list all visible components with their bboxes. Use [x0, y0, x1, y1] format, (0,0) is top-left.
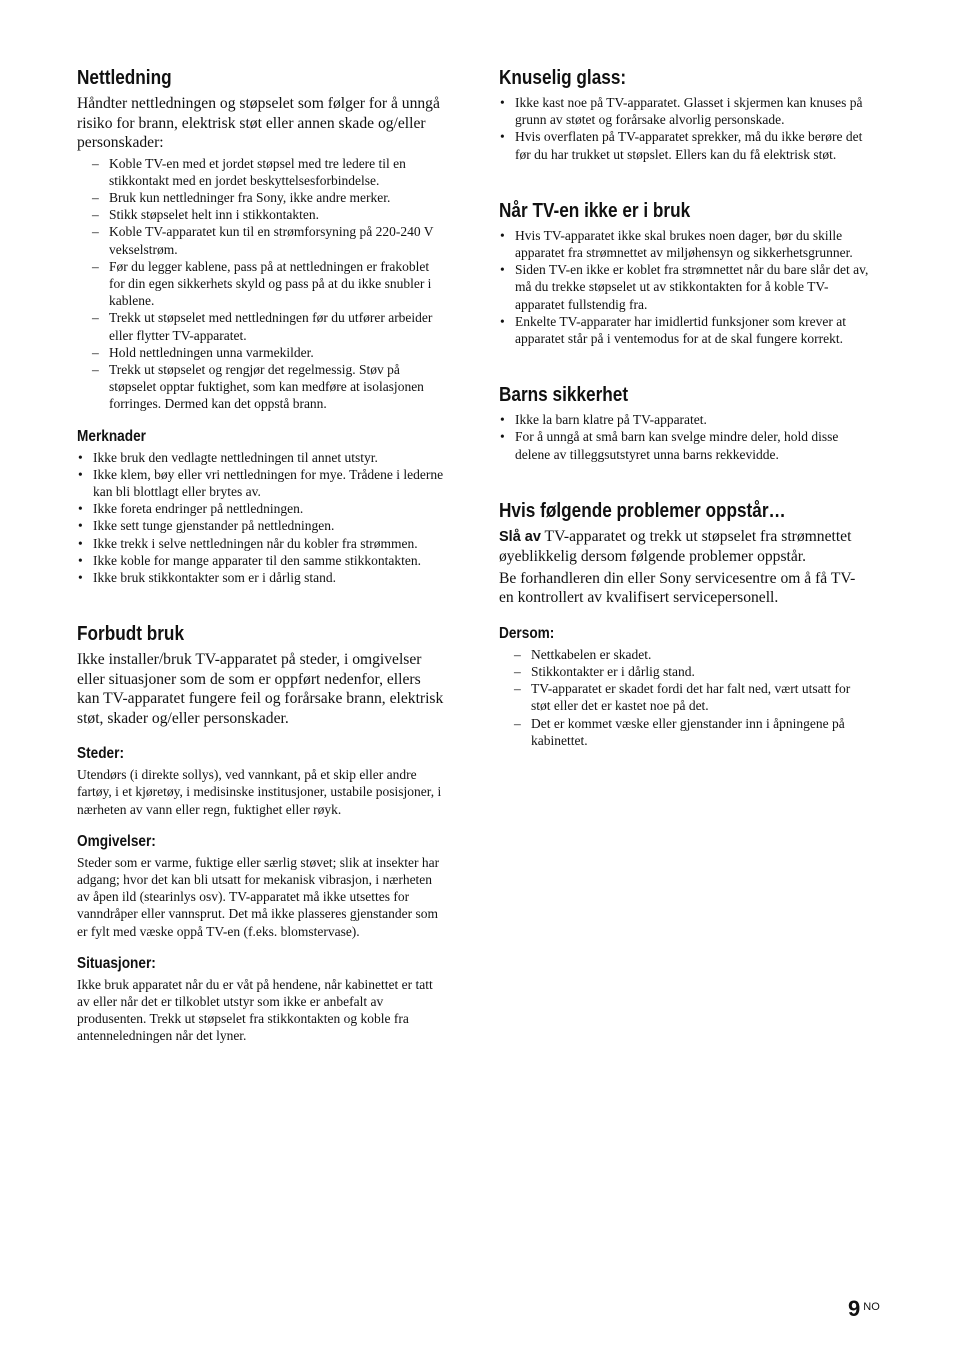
list-item: – Bruk kun nettledninger fra Sony, ikke andre merker.	[77, 189, 445, 206]
list-item: – Stikkontakter er i dårlig stand.	[499, 663, 869, 680]
nettledning-list	[77, 155, 445, 413]
problemer-intro	[499, 527, 869, 567]
omgivelser-text: Steder som er varme, fuktige eller særlig støvet; slik at insekter har adgang; hvor det kan bli utsatt for mekanisk vibrasjon, i nærheten av åpen ild (stearinlys osv). TV-apparatet må ikke utsettes for vanndråper eller vannsprut. Det må ikke plasseres gjenstander som er fylt med væske oppå TV-en (f.eks. blomstervase).	[77, 854, 440, 939]
heading-dersom: Dersom:	[499, 624, 555, 642]
list-item: – Hold nettledningen unna varmekilder.	[77, 344, 445, 361]
list-item: • Hvis overflaten på TV-apparatet sprekker, må du ikke berøre det før du har trukket ut støpslet. Ellers kan du få elektrisk støt.	[499, 128, 869, 162]
steder-text: Utendørs (i direkte sollys), ved vannkant, på et skip eller andre fartøy, i et kjøretøy, i medisinske institusjoner, ustabile posisjoner, i nærheten av vann eller regn, fuktighet eller røyk.	[77, 767, 442, 817]
section-knuselig-glass	[499, 66, 869, 163]
nettledning-intro: Håndter nettledningen og støpselet som følger for å unngå risiko for brann, elektrisk støt eller annen skade og/eller personskader:	[77, 95, 440, 151]
list-item: – Trekk ut støpselet med nettledningen før du utfører arbeider eller flytter TV-apparatet.	[77, 309, 445, 343]
page-number: 9	[848, 1296, 861, 1321]
list-item: – Det er kommet væske eller gjenstander inn i åpningene på kabinettet.	[499, 715, 869, 749]
barn-list	[499, 411, 869, 463]
merknader-list	[77, 449, 445, 587]
list-item: – Koble TV-apparatet kun til en strømforsyning på 220-240 V vekselstrøm.	[77, 223, 445, 257]
left-column	[77, 66, 445, 1045]
heading-barns-sikkerhet: Barns sikkerhet	[499, 384, 629, 407]
list-item: • Ikke bruk den vedlagte nettledningen til annet utstyr.	[77, 449, 445, 466]
list-item: • Ikke trekk i selve nettledningen når du kobler fra strømmen.	[77, 535, 445, 552]
list-item: – TV-apparatet er skadet fordi det har falt ned, vært utsatt for støt eller det er kastet noe på det.	[499, 680, 869, 714]
heading-steder: Steder:	[77, 745, 124, 763]
list-item: • Enkelte TV-apparater har imidlertid funksjoner som krever at apparatet står på i ventemodus for at de skal fungere korrekt.	[499, 313, 869, 347]
list-item: – Koble TV-en med et jordet støpsel med tre ledere til en stikkontakt med en jordet beskyttelsesforbindelse.	[77, 155, 445, 189]
list-item: • Hvis TV-apparatet ikke skal brukes noen dager, bør du skille apparatet fra strømnettet av miljøhensyn og sikkerhetsgrunner.	[499, 227, 869, 261]
problemer-intro2: Be forhandleren din eller Sony servicesentre om å få TV-en kontrollert av kvalifisert servicepersonell.	[499, 569, 856, 607]
list-item: • Ikke sett tunge gjenstander på nettledningen.	[77, 517, 445, 534]
heading-ikke-i-bruk: Når TV-en ikke er i bruk	[499, 199, 691, 222]
heading-merknader: Merknader	[77, 427, 146, 445]
list-item: • Ikke foreta endringer på nettledningen.	[77, 500, 445, 517]
heading-knuselig-glass: Knuselig glass:	[499, 67, 627, 89]
sla-av-label: Slå av	[499, 528, 541, 545]
list-item: • Ikke klem, bøy eller vri nettledningen for mye. Trådene i lederne kan bli blottlagt eller brytes av.	[77, 466, 445, 500]
list-item: • Ikke koble for mange apparater til den samme stikkontakten.	[77, 552, 445, 569]
list-item: – Stikk støpselet helt inn i stikkontakten.	[77, 206, 445, 223]
heading-forbudt-bruk: Forbudt bruk	[77, 623, 185, 646]
section-problemer	[499, 499, 869, 749]
page-footer	[848, 1296, 880, 1322]
ikke-i-bruk-list	[499, 227, 869, 347]
language-code: NO	[863, 1301, 880, 1313]
right-column	[499, 66, 869, 749]
section-nettledning	[77, 66, 445, 413]
problemer-intro-text: TV-apparatet og trekk ut støpselet fra strømnettet øyeblikkelig dersom følgende problemer oppstår.	[499, 527, 852, 566]
situasjoner-text: Ikke bruk apparatet når du er våt på hendene, når kabinettet er tatt av eller når det er tilkoblet utstyr som ikke er anbefalt av produsenten. Trekk ut støpselet fra stikkontakten og koble fra antenneledningen når det lyner.	[77, 976, 433, 1044]
list-item: – Nettkabelen er skadet.	[499, 646, 869, 663]
heading-situasjoner: Situasjoner:	[77, 954, 156, 972]
list-item: – Før du legger kablene, pass på at nettledningen er frakoblet for din egen sikkerhets skyld og pass på at du ikke snubler i kablene.	[77, 258, 445, 310]
section-barns-sikkerhet	[499, 383, 869, 463]
heading-omgivelser: Omgivelser:	[77, 832, 156, 850]
list-item: • Ikke kast noe på TV-apparatet. Glasset i skjermen kan knuses på grunn av støtet og forårsake alvorlig personskade.	[499, 94, 869, 128]
knuselig-list	[499, 94, 869, 163]
list-item: • Ikke bruk stikkontakter som er i dårlig stand.	[77, 569, 445, 586]
list-item: • Ikke la barn klatre på TV-apparatet.	[499, 411, 869, 428]
list-item: • For å unngå at små barn kan svelge mindre deler, hold disse delene av tilleggsutstyret unna barns rekkevidde.	[499, 428, 869, 462]
list-item: • Siden TV-en ikke er koblet fra strømnettet når du bare slår det av, må du trekke støpselet ut av stikkontakten for å koble TV-apparatet fullstendig fra.	[499, 261, 869, 313]
heading-nettledning: Nettledning	[77, 67, 172, 89]
section-merknader	[77, 427, 445, 587]
section-forbudt-bruk	[77, 622, 445, 1044]
forbudt-intro: Ikke installer/bruk TV-apparatet på steder, i omgivelser eller situasjoner som de som er oppført nedenfor, ellers kan TV-apparatet fungere feil og forårsake brann, elektrisk støt, skader og/eller personskader.	[77, 651, 444, 727]
section-ikke-i-bruk	[499, 199, 869, 347]
list-item: – Trekk ut støpselet og rengjør det regelmessig. Støv på støpselet opptar fuktighet, som kan medføre at isolasjonen forringes. Dermed kan det oppstå brann.	[77, 361, 445, 413]
heading-problemer: Hvis følgende problemer oppstår…	[499, 499, 786, 522]
dersom-list	[499, 646, 869, 749]
